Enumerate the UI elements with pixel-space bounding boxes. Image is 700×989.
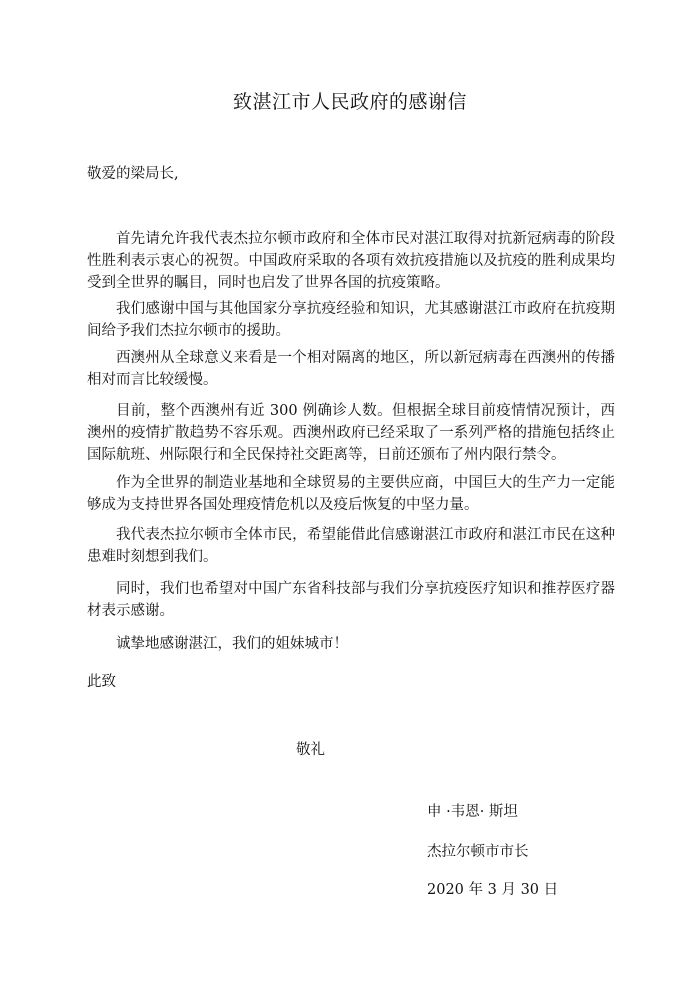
paragraph-thanks-guangdong: 同时，我们也希望对中国广东省科技部与我们分享抗疫医疗知识和推荐医疗器材表示感谢。 (87, 581, 615, 619)
regards: 敬礼 (296, 742, 325, 758)
paragraph-congratulations: 首先请允许我代表杰拉尔顿市政府和全体市民对湛江取得对抗新冠病毒的阶段性胜利表示衷心的祝贺。中国政府采取的各项有效抗疫措施以及抗疫的胜利成果均受到全世界的瞩目，同时也启发了世界各国的抗疫策略。 (87, 231, 615, 291)
signature-position: 杰拉尔顿市市长 (427, 844, 529, 860)
salutation: 敬爱的梁局长, (87, 166, 179, 182)
paragraph-sister-city: 诚挚地感谢湛江，我们的姐妹城市！ (116, 636, 348, 652)
paragraph-china-productivity: 作为全世界的制造业基地和全球贸易的主要供应商，中国巨大的生产力一定能够成为支持世界各国处理疫情危机以及疫后恢复的中坚力量。 (87, 475, 615, 513)
letter-title: 致湛江市人民政府的感谢信 (232, 91, 467, 113)
signature-date: 2020 年 3 月 30 日 (427, 882, 559, 898)
signature-name: 申 ·韦恩· 斯坦 (427, 804, 518, 820)
closing: 此致 (87, 674, 116, 690)
paragraph-gratitude-citizens: 我代表杰拉尔顿市全体市民，希望能借此信感谢湛江市政府和湛江市民在这种患难时刻想到我们。 (87, 527, 615, 565)
paragraph-thanks-experience: 我们感谢中国与其他国家分享抗疫经验和知识，尤其感谢湛江市政府在抗疫期间给予我们杰拉尔顿市的援助。 (87, 301, 615, 339)
paragraph-western-australia: 西澳州从全球意义来看是一个相对隔离的地区，所以新冠病毒在西澳州的传播相对而言比较缓慢。 (87, 350, 615, 388)
paragraph-current-situation: 目前，整个西澳州有近 300 例确诊人数。但根据全球目前疫情情况预计，西澳州的疫情扩散趋势不容乐观。西澳州政府已经采取了一系列严格的措施包括终止国际航班、州际限行和全民保持社交距离等，日前还颁布了州内限行禁令。 (87, 403, 615, 463)
